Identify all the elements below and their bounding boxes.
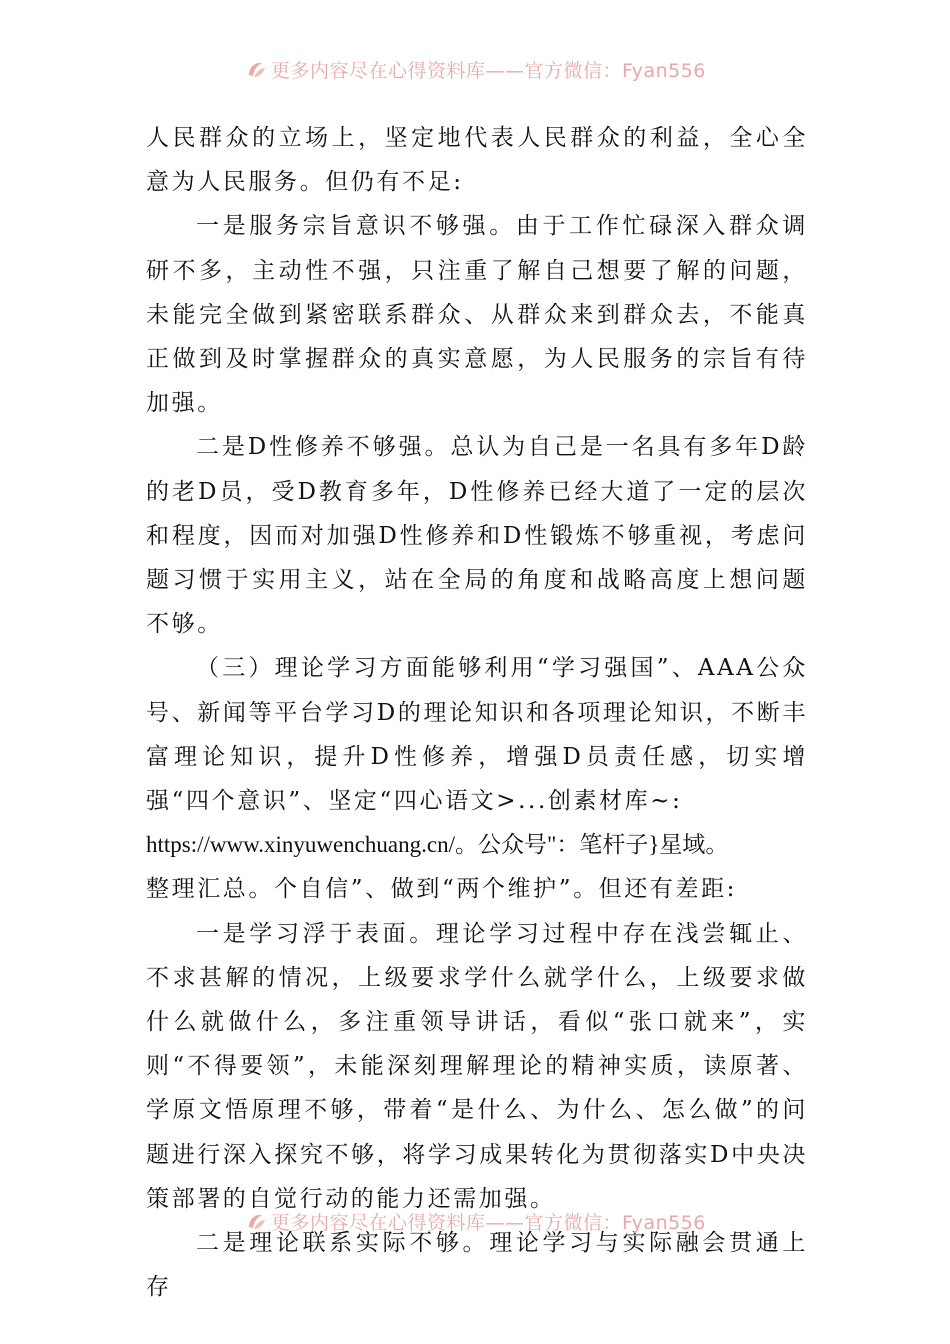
watermark-logo-icon — [245, 59, 267, 81]
paragraph-service-purpose: 一是服务宗旨意识不够强。由于工作忙碌深入群众调研不多，主动性不强，只注重了解自己想要了解的问题，未能完全做到紧密联系群众、从群众来到群众去，不能真正做到及时掌握群众的真实意愿，为人民服务的宗旨有待加强。 — [146, 213, 808, 417]
paragraph-theory-study: （三）理论学习方面能够利用“学习强国”、AAA公众号、新闻等平台学习D的理论知识和各项理论知识，不断丰富理论知识，提升D性修养，增强D员责任感，切实增强“四个意识”、坚定“四心语文>...创素材库~: — [146, 655, 808, 815]
paragraph-superficial-study: 一是学习浮于表面。理论学习过程中存在浅尝辄止、不求甚解的情况，上级要求学什么就学什么，上级要求做什么就做什么，多注重领导讲话，看似“张口就来”，实则“不得要领”，未能深刻理解理论的精神实质，读原著、学原文悟原理不够，带着“是什么、为什么、怎么做”的问题进行深入探究不够，将学习成果转化为贯彻落实D中央决策部署的自觉行动的能力还需加强。 — [146, 920, 808, 1212]
watermark-header — [0, 54, 950, 84]
paragraph-party-cultivation: 二是D性修养不够强。总认为自己是一名具有多年D龄的老D员，受D教育多年，D性修养已经大道了一定的层次和程度，因而对加强D性修养和D性锻炼不够重视，考虑问题习惯于实用主义，站在全局的角度和战略高度上想问题不够。 — [146, 434, 808, 638]
document-body — [146, 116, 808, 1309]
paragraph-summary-line: 整理汇总。个自信”、做到“两个维护”。但还有差距: — [146, 876, 738, 903]
watermark-logo-icon — [245, 1211, 267, 1233]
watermark-footer — [0, 1206, 950, 1236]
paragraph-theory-practice: 二是理论联系实际不够。理论学习与实际融会贯通上存 — [146, 1230, 808, 1301]
watermark-text: 更多内容尽在心得资料库——官方微信：Fyan556 — [271, 60, 706, 82]
watermark-text: 更多内容尽在心得资料库——官方微信：Fyan556 — [271, 1212, 706, 1234]
paragraph-url-line: https://www.xinyuwenchuang.cn/。公众号"：笔杆子}星域。 — [146, 832, 729, 858]
paragraph-continuation: 人民群众的立场上，坚定地代表人民群众的利益，全心全意为人民服务。但仍有不足: — [146, 125, 808, 196]
